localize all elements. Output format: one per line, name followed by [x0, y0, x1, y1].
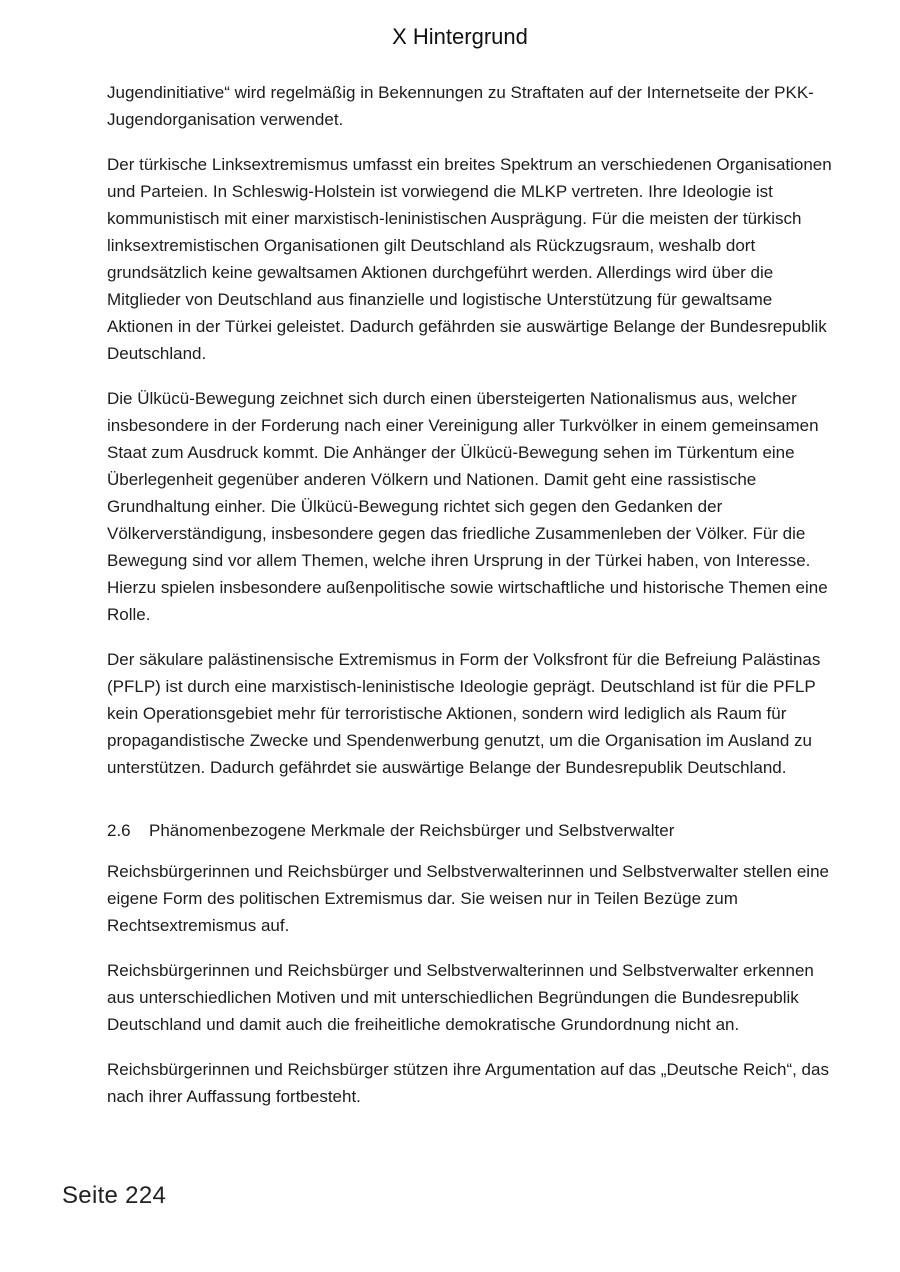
paragraph: Jugendinitiative“ wird regelmäßig in Bekennungen zu Straftaten auf der Internetseite der PKK-Jugendorganisation verwendet.: [107, 83, 814, 129]
paragraph: Reichsbürgerinnen und Reichsbürger und Selbstverwalterinnen und Selbstverwalter erkennen aus unterschiedlichen Motiven und mit unterschiedlichen Begründungen die Bundesrepublik Deutschland und damit auch die freiheitliche demokratische Grundordnung nicht an.: [107, 961, 814, 1034]
section-heading: [107, 817, 835, 844]
paragraph: Der säkulare palästinensische Extremismus in Form der Volksfront für die Befreiung Palästinas (PFLP) ist durch eine marxistisch-leninistische Ideologie geprägt. Deutschland ist für die PFLP kein Operationsgebiet mehr für terroristische Aktionen, sondern wird lediglich als Raum für propagandistische Zwecke und Spendenwerbung genutzt, um die Organisation im Ausland zu unterstützen. Dadurch gefährdet sie auswärtige Belange der Bundesrepublik Deutschland.: [107, 650, 821, 777]
page-number: Seite 224: [62, 1182, 167, 1209]
section-number: 2.6: [107, 821, 131, 840]
section-title: Phänomenbezogene Merkmale der Reichsbürger und Selbstverwalter: [149, 821, 675, 840]
page-content: [107, 79, 835, 1128]
paragraph: Die Ülkücü-Bewegung zeichnet sich durch einen übersteigerten Nationalismus aus, welcher insbesondere in der Forderung nach einer Vereinigung aller Turkvölker in einem gemeinsamen Staat zum Ausdruck kommt. Die Anhänger der Ülkücü-Bewegung sehen im Türkentum eine Überlegenheit gegenüber anderen Völkern und Nationen. Damit geht eine rassistische Grundhaltung einher. Die Ülkücü-Bewegung richtet sich gegen den Gedanken der Völkerverständigung, insbesondere gegen das friedliche Zusammenleben der Völker. Für die Bewegung sind vor allem Themen, welche ihren Ursprung in der Türkei haben, von Interesse. Hierzu spielen insbesondere außenpolitische sowie wirtschaftliche und historische Themen eine Rolle.: [107, 389, 828, 624]
paragraph: Reichsbürgerinnen und Reichsbürger stützen ihre Argumentation auf das „Deutsche Reich“, das nach ihrer Auffassung fortbesteht.: [107, 1060, 829, 1106]
paragraph: Reichsbürgerinnen und Reichsbürger und Selbstverwalterinnen und Selbstverwalter stellen eine eigene Form des politischen Extremismus dar. Sie weisen nur in Teilen Bezüge zum Rechtsextremismus auf.: [107, 862, 829, 935]
running-header: X Hintergrund: [392, 24, 528, 49]
paragraph: Der türkische Linksextremismus umfasst ein breites Spektrum an verschiedenen Organisationen und Parteien. In Schleswig-Holstein ist vorwiegend die MLKP vertreten. Ihre Ideologie ist kommunistisch mit einer marxistisch-leninistischen Ausprägung. Für die meisten der türkisch linksextremistischen Organisationen gilt Deutschland als Rückzugsraum, weshalb dort grundsätzlich keine gewaltsamen Aktionen durchgeführt werden. Allerdings wird über die Mitglieder von Deutschland aus finanzielle und logistische Unterstützung für gewaltsame Aktionen in der Türkei geleistet. Dadurch gefährden sie auswärtige Belange der Bundesrepublik Deutschland.: [107, 155, 832, 363]
